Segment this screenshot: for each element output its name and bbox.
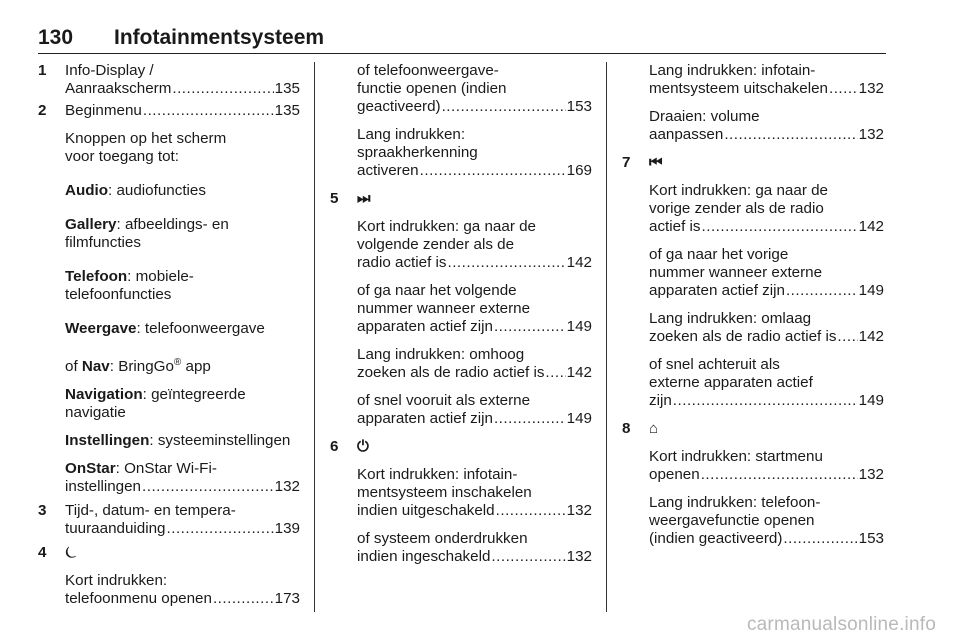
- toc-line: [357, 98, 592, 116]
- dot-leader: [545, 364, 565, 382]
- entry-text: telefoonmenu openen: [65, 590, 212, 608]
- dot-leader: [724, 126, 857, 144]
- column-divider: [606, 62, 607, 612]
- entry-text: externe apparaten actief: [649, 374, 813, 391]
- entry-text: mentsysteem inschakelen: [357, 484, 532, 501]
- home-icon: ⌂: [649, 420, 659, 437]
- menu-entry-instellingen: [65, 432, 300, 450]
- dot-leader: [837, 328, 857, 346]
- entry-text: Kort indrukken: ga naar de: [357, 218, 536, 235]
- toc-line: [65, 590, 300, 608]
- page-reference[interactable]: 132: [566, 502, 592, 519]
- entry-text: : OnStar Wi-Fi-: [115, 460, 217, 478]
- keyword: Instellingen: [65, 432, 150, 450]
- page-reference[interactable]: 139: [274, 520, 300, 538]
- list-item-7: [622, 154, 884, 410]
- page-reference[interactable]: 149: [858, 282, 884, 299]
- dot-leader: [142, 478, 274, 496]
- entry-text: : systeeminstellingen: [149, 432, 291, 450]
- entry-text: Lang indrukken: infotain-: [649, 62, 816, 79]
- entry-text: : mobiele-: [127, 268, 194, 285]
- entry-text: of systeem onderdrukken: [357, 530, 528, 547]
- entry-text: of snel vooruit als externe: [357, 392, 531, 409]
- watermark: carmanualsonline.info: [746, 614, 936, 635]
- toc-line: [649, 328, 884, 346]
- list-item-5: [330, 190, 592, 428]
- entry-text: aanpassen: [649, 126, 724, 143]
- item-number: 3: [38, 502, 47, 520]
- toc-line: [649, 392, 884, 410]
- keyword: Weergave: [65, 320, 137, 337]
- item-number: 7: [622, 154, 631, 171]
- continuation-block: [622, 62, 884, 144]
- keyword: Nav: [81, 358, 110, 376]
- entry-text: Lang indrukken: telefoon-: [649, 494, 821, 511]
- toc-line: [65, 102, 300, 120]
- entry-text: indien ingeschakeld: [357, 548, 491, 565]
- entry-text: mentsysteem uitschakelen: [649, 80, 828, 97]
- entry-text: geactiveerd): [357, 98, 441, 115]
- entry-text: of snel achteruit als: [649, 356, 780, 373]
- page-reference[interactable]: 149: [566, 410, 592, 427]
- list-item-1: [38, 62, 300, 98]
- toc-line: [649, 530, 884, 548]
- toc-line: [649, 126, 884, 144]
- entry-text: volgende zender als de: [357, 236, 515, 253]
- entry-text: (indien geactiveerd): [649, 530, 783, 547]
- entry-text: activeren: [357, 162, 419, 179]
- page-reference[interactable]: 142: [858, 328, 884, 345]
- toc-line: [649, 218, 884, 236]
- entry-text: apparaten actief zijn: [357, 318, 493, 335]
- entry-text: Kort indrukken: startmenu: [649, 448, 823, 465]
- keyword: Navigation: [65, 386, 143, 404]
- keyword: Audio: [65, 182, 109, 199]
- entry-text: Lang indrukken: omlaag: [649, 310, 812, 327]
- menu-entry-audio: [65, 182, 300, 200]
- entry-text: : audiofuncties: [108, 182, 206, 199]
- toc-line: [357, 502, 592, 520]
- dot-leader: [143, 102, 274, 120]
- keyword: OnStar: [65, 460, 116, 478]
- toc-line: [357, 410, 592, 428]
- entry-text: : BringGo: [109, 358, 174, 376]
- page-reference[interactable]: 173: [274, 590, 300, 608]
- continuation-block: [330, 62, 592, 180]
- toc-line: [357, 254, 592, 272]
- entry-text: Draaien: volume: [649, 108, 760, 125]
- toc-line: [357, 318, 592, 336]
- dot-leader: [491, 548, 565, 566]
- entry-text: Lang indrukken: omhoog: [357, 346, 525, 363]
- dot-leader: [167, 520, 274, 538]
- entry-text: Tijd-, datum- en tempera-: [65, 502, 236, 520]
- registered-mark: ®: [173, 357, 182, 368]
- entry-text: : geïntegreerde: [142, 386, 246, 404]
- entry-text: Info-Display /: [65, 62, 154, 79]
- entry-text: spraakherkenning: [357, 144, 478, 161]
- entry-text: Beginmenu: [65, 102, 142, 119]
- column-2: [330, 62, 592, 566]
- page-reference[interactable]: 149: [566, 318, 592, 335]
- entry-text: functie openen (indien: [357, 80, 507, 97]
- entry-text: apparaten actief zijn: [649, 282, 785, 299]
- previous-track-icon: ⏮: [649, 154, 663, 171]
- entry-text: of ga naar het vorige: [649, 246, 789, 263]
- entry-text: of ga naar het volgende: [357, 282, 517, 299]
- header-rule: [38, 53, 886, 54]
- page-reference[interactable]: 132: [274, 478, 300, 496]
- dot-leader: [494, 318, 566, 336]
- page-reference[interactable]: 135: [274, 102, 300, 119]
- entry-text: Kort indrukken:: [65, 572, 168, 590]
- entry-text: instellingen: [65, 478, 141, 496]
- toc-line: [357, 162, 592, 180]
- entry-text: of telefoonweergave-: [357, 62, 499, 79]
- menu-entry-gallery: [65, 216, 300, 234]
- toc-line: [357, 548, 592, 566]
- dot-leader: [172, 80, 273, 98]
- entry-text: telefoonfuncties: [65, 286, 172, 303]
- list-item-8: [622, 420, 884, 548]
- page-reference[interactable]: 149: [858, 392, 884, 409]
- entry-text: tuuraanduiding: [65, 520, 166, 538]
- column-3: [622, 62, 884, 548]
- dot-leader: [496, 502, 566, 520]
- toc-line: [649, 80, 884, 98]
- entry-text: voor toegang tot:: [65, 148, 179, 165]
- toc-line: [65, 80, 300, 98]
- entry-text: Kort indrukken: infotain-: [357, 466, 518, 483]
- page-number: 130: [38, 26, 74, 49]
- entry-text: of: [65, 358, 82, 376]
- entry-text: Aanraakscherm: [65, 80, 172, 97]
- toc-line: [65, 478, 300, 496]
- list-item-4: [38, 544, 300, 608]
- menu-entry-weergave: [65, 320, 300, 338]
- item-number: 6: [330, 438, 339, 455]
- entry-text: zijn: [649, 392, 672, 409]
- entry-text: Kort indrukken: ga naar de: [649, 182, 828, 199]
- item-number: 2: [38, 102, 47, 119]
- item-number: 1: [38, 62, 47, 79]
- entry-text: vorige zender als de radio: [649, 200, 824, 217]
- menu-entry-nav: [65, 354, 300, 376]
- page-reference[interactable]: 132: [858, 466, 884, 483]
- toc-line: [65, 520, 300, 538]
- toc-line: [649, 282, 884, 300]
- entry-text: filmfuncties: [65, 234, 141, 251]
- keyword: Gallery: [65, 216, 117, 233]
- entry-text: actief is: [649, 218, 701, 235]
- dot-leader: [783, 530, 857, 548]
- item-number: 5: [330, 190, 339, 207]
- toc-line: [357, 364, 592, 382]
- dot-leader: [829, 80, 858, 98]
- dot-leader: [673, 392, 858, 410]
- page-title: Infotainmentsysteem: [114, 26, 325, 49]
- page-reference[interactable]: 135: [274, 80, 300, 97]
- dot-leader: [420, 162, 566, 180]
- page-reference[interactable]: 142: [858, 218, 884, 235]
- dot-leader: [442, 98, 566, 116]
- page-reference[interactable]: 153: [566, 98, 592, 115]
- toc-line: [649, 466, 884, 484]
- next-track-icon: ⏭: [357, 190, 371, 207]
- entry-text: Knoppen op het scherm: [65, 130, 227, 147]
- phone-icon: ⏾: [65, 544, 77, 562]
- list-item-3: [38, 502, 300, 538]
- page-reference[interactable]: 132: [858, 126, 884, 143]
- menu-entry-onstar: [65, 460, 300, 478]
- page-header: [38, 22, 886, 54]
- page-reference[interactable]: 153: [858, 530, 884, 547]
- column-divider: [314, 62, 315, 612]
- entry-text: nummer wanneer externe: [357, 300, 531, 317]
- entry-text: apparaten actief zijn: [357, 410, 493, 427]
- list-item-2: [38, 102, 300, 496]
- entry-text: : afbeeldings- en: [116, 216, 229, 233]
- entry-text: weergavefunctie openen: [649, 512, 815, 529]
- entry-text: radio actief is: [357, 254, 447, 271]
- dot-leader: [702, 218, 858, 236]
- entry-text: Lang indrukken:: [357, 126, 466, 143]
- entry-text: app: [181, 358, 211, 376]
- entry-text: : telefoonweergave: [136, 320, 265, 337]
- dot-leader: [447, 254, 565, 272]
- page-reference[interactable]: 142: [566, 254, 592, 271]
- dot-leader: [786, 282, 858, 300]
- menu-entry-telefoon: [65, 268, 300, 286]
- entry-text: zoeken als de radio actief is: [357, 364, 545, 381]
- entry-text: openen: [649, 466, 700, 483]
- dot-leader: [701, 466, 858, 484]
- page-reference[interactable]: 169: [566, 162, 592, 179]
- menu-entry-navigation: [65, 386, 300, 404]
- list-item-6: [330, 438, 592, 566]
- entry-text: indien uitgeschakeld: [357, 502, 495, 519]
- entry-text: navigatie: [65, 404, 126, 422]
- item-number: 4: [38, 544, 47, 562]
- dot-leader: [494, 410, 566, 428]
- page-reference[interactable]: 132: [858, 80, 884, 97]
- keyword: Telefoon: [65, 268, 128, 285]
- column-1: [38, 62, 300, 608]
- entry-text: nummer wanneer externe: [649, 264, 823, 281]
- page-reference[interactable]: 132: [566, 548, 592, 565]
- entry-text: zoeken als de radio actief is: [649, 328, 837, 345]
- dot-leader: [213, 590, 274, 608]
- page-reference[interactable]: 142: [566, 364, 592, 381]
- item-number: 8: [622, 420, 631, 437]
- power-icon: ⏻: [357, 438, 369, 455]
